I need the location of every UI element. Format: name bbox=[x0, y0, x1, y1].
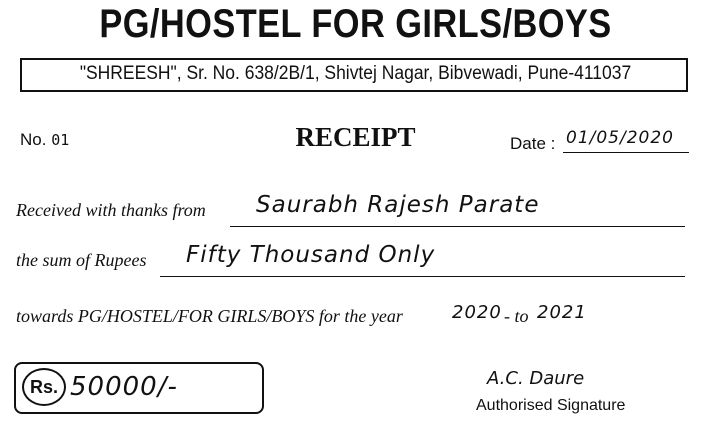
currency-label: Rs. bbox=[22, 368, 66, 406]
hostel-title: PG/HOSTEL FOR GIRLS/BOYS bbox=[99, 2, 612, 46]
date-value: 01/05/2020 bbox=[566, 128, 674, 148]
amount-value: 50000/- bbox=[70, 372, 178, 402]
address-text: "SHREESH", Sr. No. 638/2B/1, Shivtej Nagar, Bibvewadi, Pune-411037 bbox=[79, 63, 632, 84]
receipt-number-label: No. bbox=[20, 130, 47, 149]
sum-in-words: Fifty Thousand Only bbox=[186, 242, 436, 268]
year-to: 2021 bbox=[537, 302, 587, 323]
date-label: Date : bbox=[510, 134, 556, 153]
receipt-title: RECEIPT bbox=[295, 122, 416, 152]
date-underline bbox=[563, 152, 689, 153]
received-from-name: Saurabh Rajesh Parate bbox=[256, 192, 540, 218]
sum-label: the sum of Rupees bbox=[16, 250, 147, 270]
year-separator: - to bbox=[504, 306, 529, 326]
sum-line bbox=[160, 276, 685, 277]
towards-label: towards PG/HOSTEL/FOR GIRLS/BOYS for the year bbox=[16, 306, 403, 326]
received-from-label: Received with thanks from bbox=[16, 200, 206, 220]
receipt-number-value: 01 bbox=[51, 131, 70, 149]
year-from: 2020 bbox=[452, 302, 502, 323]
signature-label: Authorised Signature bbox=[476, 397, 626, 414]
received-from-line bbox=[230, 226, 685, 227]
handwritten-signature: A.C. Daure bbox=[487, 368, 585, 389]
